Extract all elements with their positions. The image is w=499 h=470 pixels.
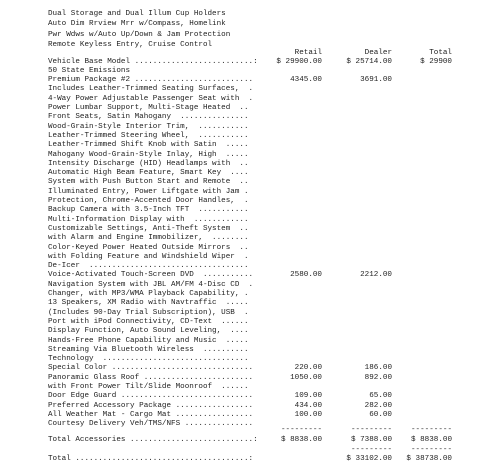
- line-item-retail: 4345.00: [290, 76, 322, 85]
- line-item-text: Backup Camera with 3.5-Inch TFT ...........: [48, 206, 249, 215]
- line-item-dealer: 282.00: [364, 401, 392, 410]
- column-header-total: Total: [429, 49, 452, 57]
- rule-dealer: ---------: [350, 426, 392, 434]
- line-item-text: Protection, Chrome-Accented Door Handles, .: [48, 197, 249, 205]
- line-item-text: with Front Power Tilt/Slide Moonroof ......: [48, 383, 249, 391]
- column-header-retail: Retail: [294, 49, 322, 57]
- grand-total-total: $ 38738.00: [406, 455, 452, 463]
- line-item-text: Special Color ...............................: [48, 364, 254, 373]
- line-item-text: Leather-Trimmed Shift Knob with Satin .....: [48, 141, 249, 150]
- line-item-text: Customizable Settings, Anti-Theft System ..: [48, 224, 249, 233]
- line-item-text: Includes Leather-Trimmed Seating Surfaces, .: [48, 85, 254, 94]
- line-item-text: All Weather Mat - Cargo Mat .................: [48, 410, 254, 419]
- line-item-text: Changer, with MP3/WMA Playback Capability, .: [48, 290, 249, 298]
- rule-dealer-2: ---------: [350, 446, 392, 454]
- line-item-text: System with Push Button Start and Remote ..: [48, 178, 249, 187]
- line-item-text: 13 Speakers, XM Radio with Navtraffic .....: [48, 299, 249, 308]
- line-item-text: Door Edge Guard .............................: [48, 392, 254, 401]
- line-item-text: Illuminated Entry, Power Liftgate with Jam .: [48, 187, 249, 196]
- line-item-text: Panoramic Glass Roof ........................: [48, 373, 254, 382]
- line-item-text: De-Icer ...................................: [48, 262, 249, 271]
- line-item-total: $ 29900: [420, 57, 452, 66]
- line-item-text: Vehicle Base Model ..........................:: [48, 57, 258, 66]
- line-item-text: Intensity Discharge (HID) Headlamps with ..: [48, 159, 249, 168]
- line-item-text: Color-Keyed Power Heated Outside Mirrors ..: [48, 243, 249, 252]
- header-line: Pwr Wdws w/Auto Up/Down & Jam Protection: [48, 30, 231, 39]
- line-item-text: Multi-Information Display with ............: [48, 215, 249, 224]
- line-item-text: Courtesy Delivery Veh/TMS/NFS ...............: [48, 420, 254, 429]
- line-item-retail: 2580.00: [290, 271, 322, 280]
- line-item-text: Navigation System with JBL AM/FM 4-Disc CD .: [48, 280, 254, 289]
- line-item-text: with Alarm and Engine Immobilizer, ........: [48, 234, 249, 243]
- line-item-text: (Includes 90-Day Trial Subscription), USB .: [48, 308, 249, 317]
- line-item-text: Port with iPod Connectivity, CD-Text ......: [48, 317, 249, 326]
- line-item-retail: 100.00: [294, 410, 322, 419]
- total-accessories-total: $ 8838.00: [410, 436, 452, 444]
- line-item-text: Front Seats, Satin Mahogany ...............: [48, 113, 249, 122]
- line-item-retail: 220.00: [294, 364, 322, 373]
- line-item-text: Mahogany Wood-Grain-Style Inlay, High .....: [48, 150, 249, 159]
- total-accessories-dealer: $ 7388.00: [350, 436, 392, 444]
- header-line: Dual Storage and Dual Illum Cup Holders: [48, 10, 226, 18]
- line-item-retail: 1050.00: [290, 373, 322, 382]
- rule-total-2: ---------: [410, 446, 452, 454]
- line-item-text: Leather-Trimmed Steering Wheel, ...........: [48, 131, 249, 140]
- line-item-dealer: 3691.00: [360, 76, 392, 85]
- line-item-text: Voice-Activated Touch-Screen DVD ...........: [48, 271, 254, 280]
- line-item-dealer: 892.00: [364, 373, 392, 382]
- total-accessories-label: Total Accessories ...........................:: [48, 436, 258, 444]
- line-item-text: Automatic High Beam Feature, Smart Key ....: [48, 169, 249, 178]
- line-item-retail: $ 29900.00: [276, 57, 322, 66]
- total-accessories-retail: $ 8838.00: [280, 436, 322, 444]
- line-item-text: Display Function, Auto Sound Leveling, ....: [48, 327, 249, 336]
- line-item-text: with Folding Feature and Windshield Wiper .: [48, 252, 249, 261]
- grand-total-label: Total ......................................:: [48, 455, 254, 463]
- line-item-text: 4-Way Power Adjustable Passenger Seat with .: [48, 94, 254, 103]
- grand-total-dealer: $ 33102.00: [346, 455, 392, 463]
- line-item-retail: 434.00: [294, 401, 322, 410]
- rule-total: ---------: [410, 426, 452, 434]
- line-item-dealer: $ 25714.00: [346, 57, 392, 66]
- column-header-dealer: Dealer: [364, 49, 392, 57]
- line-item-text: Technology ................................: [48, 355, 249, 364]
- line-item-dealer: 2212.00: [360, 271, 392, 280]
- line-item-text: Wood-Grain-Style Interior Trim, ...........: [48, 122, 249, 131]
- line-item-text: Streaming Via Bluetooth Wireless ..........: [48, 345, 249, 354]
- line-item-text: Premium Package #2 ..........................: [48, 76, 254, 85]
- line-item-dealer: 186.00: [364, 364, 392, 373]
- line-item-text: Preferred Accessory Package .................: [48, 401, 254, 410]
- rule-retail: ---------: [280, 426, 322, 434]
- line-item-dealer: 60.00: [369, 410, 392, 419]
- line-item-dealer: 65.00: [369, 392, 392, 401]
- line-item-text: 50 State Emissions: [48, 66, 131, 75]
- header-line: Auto Dim Rrview Mrr w/Compass, Homelink: [48, 20, 226, 29]
- header-line: Remote Keyless Entry, Cruise Control: [48, 40, 213, 49]
- line-item-text: Hands-Free Phone Capability and Music .....: [48, 336, 249, 345]
- line-item-retail: 109.00: [294, 392, 322, 401]
- line-item-text: Power Lumbar Support, Multi-Stage Heated ..: [48, 104, 249, 112]
